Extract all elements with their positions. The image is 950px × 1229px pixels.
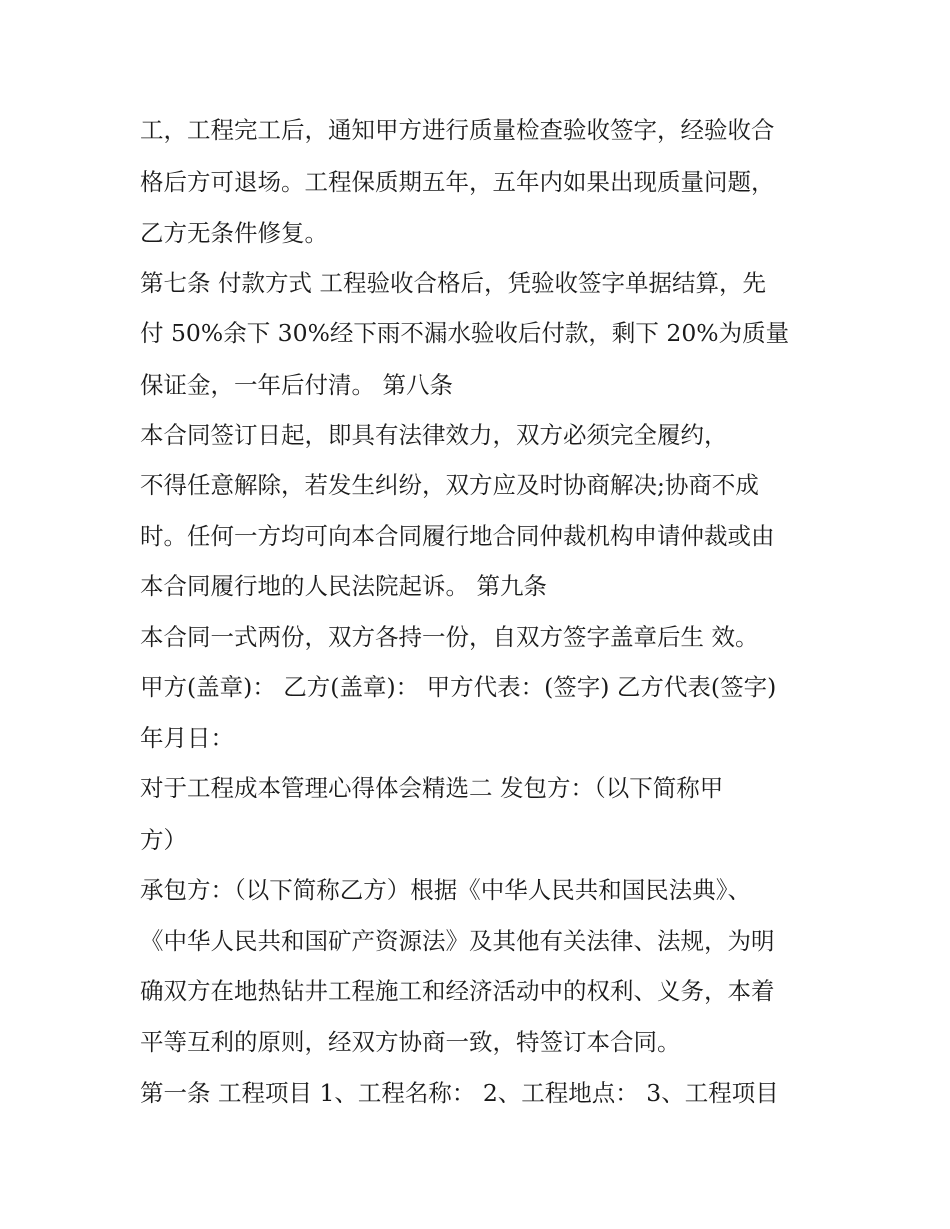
text-line: 付 50%余下 30%经下雨不漏水验收后付款，剩下 20%为质量 (140, 319, 790, 347)
text-line: 第一条 工程项目 1、工程名称： 2、工程地点： 3、工程项目 (140, 1079, 779, 1107)
text-line: 本合同一式两份，双方各持一份，自双方签字盖章后生 效。 (140, 623, 759, 651)
text-line: 本合同履行地的人民法院起诉。 第九条 (140, 572, 547, 600)
text-line: 确双方在地热钻井工程施工和经济活动中的权利、义务，本着 (140, 977, 775, 1005)
text-line: 工，工程完工后，通知甲方进行质量检查验收签字，经验收合 (140, 116, 775, 144)
text-line: 承包方：（以下简称乙方）根据《中华人民共和国民法典》、 (140, 876, 751, 904)
text-line: 格后方可退场。工程保质期五年，五年内如果出现质量问题， (140, 168, 775, 196)
text-line: 乙方无条件修复。 (140, 219, 328, 247)
text-line: 方） (140, 826, 187, 854)
text-line: 本合同签订日起，即具有法律效力，双方必须完全履约， (140, 421, 728, 449)
text-line: 时。任何一方均可向本合同履行地合同仲裁机构申请仲裁或由 (140, 522, 775, 550)
text-line: 甲方(盖章)： 乙方(盖章)： 甲方代表：(签字) 乙方代表(签字) (140, 673, 777, 701)
text-line: 第七条 付款方式 工程验收合格后，凭验收签字单据结算，先 (140, 269, 766, 297)
text-line: 对于工程成本管理心得体会精选二 发包方：（以下简称甲 (140, 774, 724, 802)
text-line: 《中华人民共和国矿产资源法》及其他有关法律、法规，为明 (140, 927, 775, 955)
text-line: 年月日： (140, 724, 234, 752)
text-line: 保证金，一年后付清。 第八条 (140, 371, 453, 399)
text-line: 平等互利的原则，经双方协商一致，特签订本合同。 (140, 1028, 681, 1056)
text-line: 不得任意解除，若发生纠纷，双方应及时协商解决;协商不成 (140, 471, 759, 499)
